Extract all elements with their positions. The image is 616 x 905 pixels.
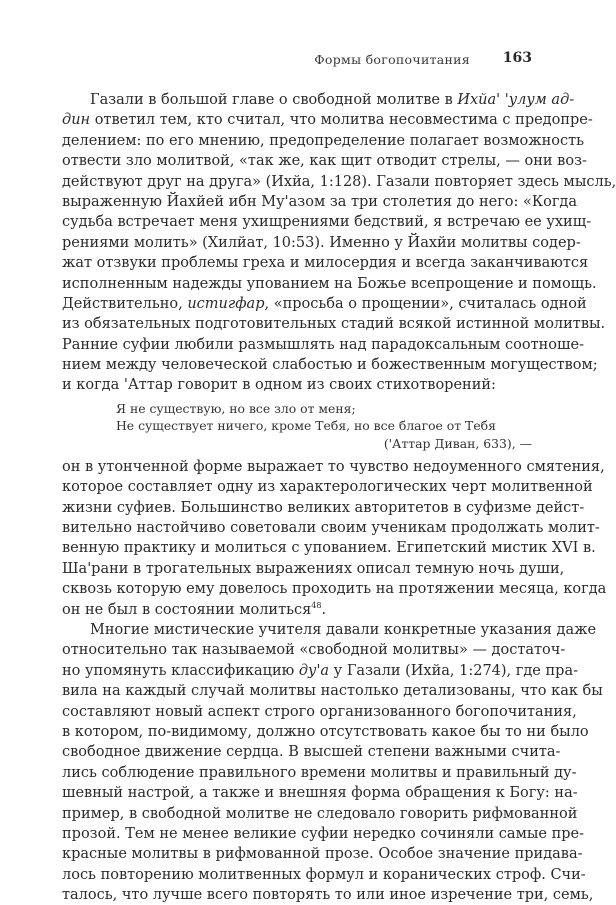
text-line: Газали в большой главе о свободной молитве в Ихйа' 'улум ад- bbox=[90, 92, 575, 108]
text-line: Ранние суфии любили размышлять над парадоксальным соотноше- bbox=[62, 336, 584, 353]
quote-attribution: ('Аттар Диван, 633), — bbox=[383, 435, 532, 451]
text-line: выраженную Йахйей ибн Му'азом за три столетия до него: «Когда bbox=[62, 193, 578, 210]
running-header bbox=[62, 50, 532, 74]
text-line: дин ответил тем, кто считал, что молитва несовместима с предопре- bbox=[62, 112, 593, 129]
verse-quote bbox=[62, 400, 532, 453]
text-line: сквозь которую ему довелось проходить на протяжении месяца, когда bbox=[62, 581, 607, 598]
text-line: Многие мистические учителя давали конкретные указания даже bbox=[90, 621, 597, 638]
text-line: исполненным надежды упованием на Божье всепрощение и помощь. bbox=[62, 275, 597, 292]
text-line: вила на каждый случай молитвы настолько детализованы, что как бы bbox=[62, 683, 603, 700]
text-line: лись соблюдение правильного времени молитвы и правильный ду- bbox=[62, 764, 577, 781]
text-line: действуют друг на друга» (Ихйа, 1:128). Газали повторяет здесь мысль, bbox=[62, 173, 616, 190]
text-line: лось повторению молитвенных формул и коранических строф. Счи- bbox=[62, 866, 586, 883]
text-line: вительно настойчиво советовали своим ученикам продолжать молит- bbox=[62, 520, 600, 537]
text-line: и когда 'Аттар говорит в одном из своих стихотворений: bbox=[62, 377, 496, 394]
paragraph-1 bbox=[62, 90, 616, 396]
text-line: составляют новый аспект строго организованного богопочитания, bbox=[62, 703, 577, 720]
text-line: талось, что лучше всего повторять то или иное изречение три, семь, bbox=[62, 887, 594, 904]
text-line: жизни суфиев. Большинство великих авторитетов в суфизме дейст- bbox=[62, 499, 585, 516]
quote-line: Я не существую, но все зло от меня; bbox=[116, 400, 356, 416]
text-line: рениями молить» (Хилйат, 10:53). Именно у Йахйи молитвы содер- bbox=[62, 234, 581, 251]
text-line: Ша'рани в трогательных выражениях описал темную ночь души, bbox=[62, 560, 565, 577]
text-line: он не был в состоянии молиться$^{48}$. bbox=[62, 600, 327, 618]
text-line: которое составляет одну из характерологических черт молитвенной bbox=[62, 479, 593, 496]
quote-line: Не существует ничего, кроме Тебя, но все благое от Тебя bbox=[116, 418, 496, 434]
text-line: свободное движение сердца. В высшей степени важными счита- bbox=[62, 744, 561, 761]
page-number: 163 bbox=[502, 50, 532, 66]
text-line: Действительно, истигфар, «просьба о прощении», считалась одной bbox=[62, 295, 587, 312]
paragraph-3 bbox=[62, 620, 603, 905]
text-line: нием между человеческой слабостью и божественным могуществом; bbox=[62, 357, 598, 374]
text-line: он в утонченной форме выражает то чувство недоуменного смятения, bbox=[62, 458, 605, 475]
body-text bbox=[62, 90, 616, 905]
text-line: из обязательных подготовительных стадий всякой истинной молитвы. bbox=[62, 316, 606, 333]
text-line: относительно так называемой «свободной молитвы» — достаточ- bbox=[62, 642, 566, 659]
text-line: шевный настрой, а также и внешняя форма обращения к Богу: на- bbox=[62, 785, 578, 802]
running-title: Формы богопочитания bbox=[314, 52, 470, 67]
text-line: венную практику и молиться с упованием. Египетский мистик XVI в. bbox=[62, 540, 596, 557]
paragraph-2 bbox=[62, 457, 607, 620]
text-line: красные молитвы в рифмованной прозе. Особое значение придава- bbox=[62, 846, 583, 863]
text-line: делением: по его мнению, предопределение полагает возможность bbox=[62, 132, 585, 149]
text-line: жат отзвуки проблемы греха и милосердия и всегда заканчиваются bbox=[62, 255, 589, 272]
text-line: отвести зло молитвой, «так же, как щит отводит стрелы, — они воз- bbox=[62, 153, 587, 170]
text-line: судьба встречает меня ухищрениями бедствий, я встречаю ее ухищ- bbox=[62, 214, 592, 231]
text-line: но упомянуть классификацию ду'а у Газали (Ихйа, 1:274), где пра- bbox=[62, 662, 578, 679]
text-line: пример, в свободной молитве не следовало говорить рифмованной bbox=[62, 805, 578, 822]
text-line: прозой. Тем не менее великие суфии нередко сочиняли самые пре- bbox=[62, 825, 584, 842]
footnote-reference[interactable]: 48 bbox=[311, 600, 322, 610]
text-line: в котором, по-видимому, должно отсутствовать какое бы то ни было bbox=[62, 723, 589, 740]
